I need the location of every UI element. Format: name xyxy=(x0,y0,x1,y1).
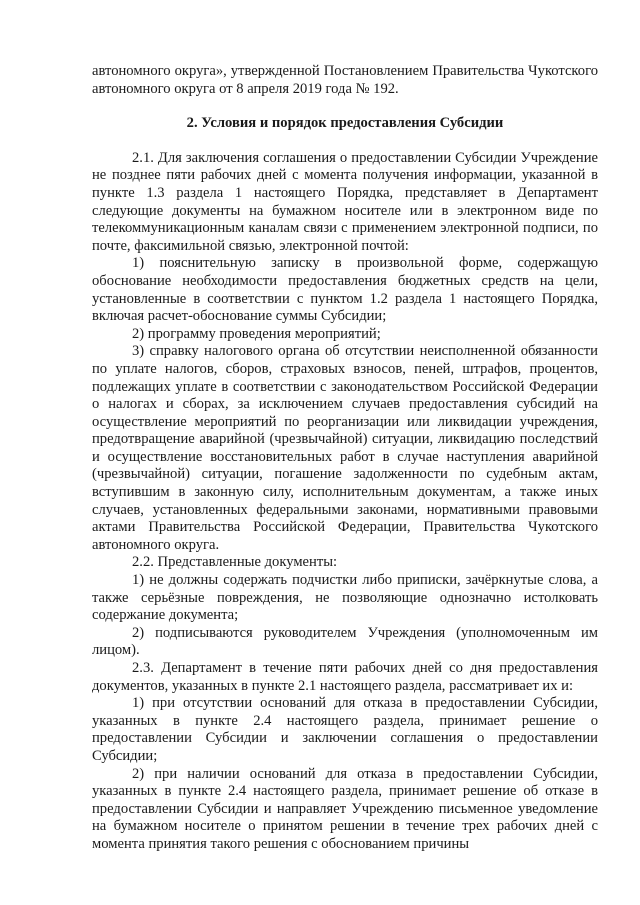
paragraph-2-3: 2.3. Департамент в течение пяти рабочих дней со дня предоставления документов, указанных в пункте 2.1 настоящего раздела, рассматривает их и: xyxy=(92,660,598,694)
section-heading: 2. Условия и порядок предоставления Субсидии xyxy=(186,115,504,132)
paragraph-2-1-item-2: 2) программу проведения мероприятий; xyxy=(132,325,381,342)
document-page xyxy=(92,63,598,854)
paragraph-2-1-item-3: 3) справку налогового органа об отсутствии неисполненной обязанности по уплате налогов, сборов, страховых взносов, пеней, штрафов, процентов, подлежащих уплате в соответствии с законодательством Российской Федерации о налогах и сборах, за исключением случаев предоставления субсидий на осуществление мероприятий по реорганизации или ликвидации учреждения, предотвращение аварийной (чрезвычайной) ситуации, ликвидацию последствий и осуществление восстановительных работ в случае наступления аварийной (чрезвычайной) ситуации, погашение задолженности по судебным актам, вступившим в законную силу, исполнительным документам, а также иных случаев, установленных федеральными законами, нормативными правовыми актами Правительства Российской Федерации, Правительства Чукотского автономного округа. xyxy=(92,343,598,553)
paragraph-2-2: 2.2. Представленные документы: xyxy=(132,554,338,571)
paragraph-2-1: 2.1. Для заключения соглашения о предоставлении Субсидии Учреждение не позднее пяти рабочих дней с момента получения информации, указанной в пункте 1.3 раздела 1 настоящего Порядка, представляет в Департамент следующие документы на бумажном носителе или в электронном виде по телекоммуникационным каналам связи с применением электронной подписи, по почте, факсимильной связью, электронной почтой: xyxy=(92,149,598,254)
paragraph-2-3-item-1: 1) при отсутствии оснований для отказа в предоставлении Субсидии, указанных в пункте 2.4 настоящего раздела, принимает решение о предоставлении Субсидии и заключении соглашения о предоставлении Субсидии; xyxy=(92,695,598,764)
paragraph-2-2-item-2: 2) подписываются руководителем Учреждения (уполномоченным им лицом). xyxy=(92,624,598,659)
paragraph-2-2-item-1: 1) не должны содержать подчистки либо приписки, зачёркнутые слова, а также серьёзные повреждения, не позволяющие однозначно истолковать содержание документа; xyxy=(92,572,598,624)
paragraph-2-1-item-1: 1) пояснительную записку в произвольной форме, содержащую обоснование необходимости предоставления бюджетных средств на цели, установленные в соответствии с пунктом 1.2 раздела 1 настоящего Порядка, включая расчет-обоснование суммы Субсидии; xyxy=(92,255,598,325)
paragraph-2-3-item-2: 2) при наличии оснований для отказа в предоставлении Субсидии, указанных в пункте 2.4 настоящего раздела, принимает решение об отказе в предоставлении Субсидии и направляет Учреждению письменное уведомление на бумажном носителе о принятом решении в течение трех рабочих дней с момента принятия такого решения с обоснованием причины xyxy=(92,765,598,852)
intro-paragraph: автономного округа», утвержденной Постановлением Правительства Чукотского автономного округа от 8 апреля 2019 года № 192. xyxy=(92,63,598,97)
